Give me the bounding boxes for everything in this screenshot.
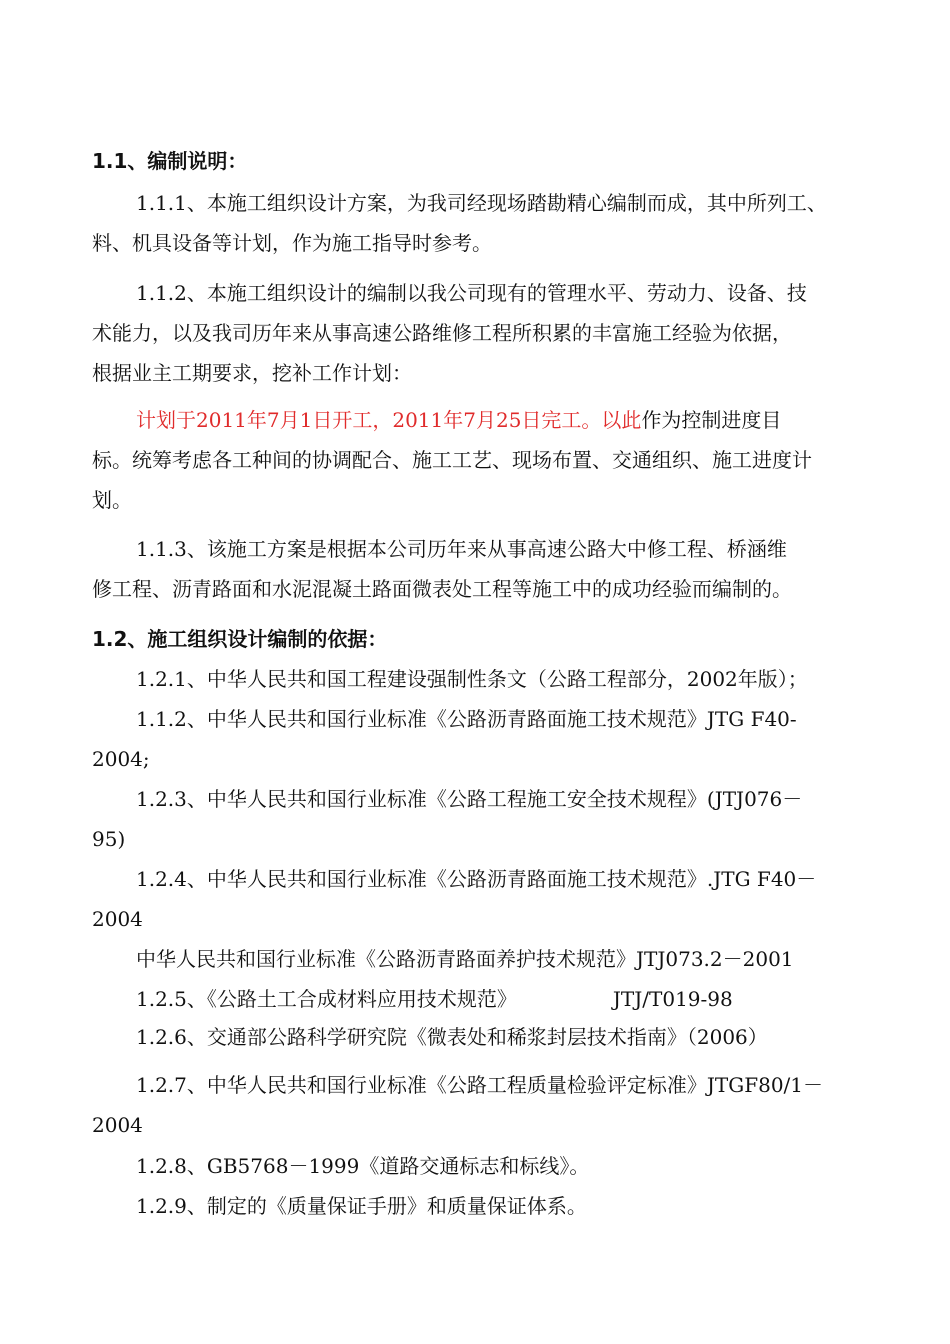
schedule-rest: 作为控制进度目 [641, 408, 782, 432]
basis-item-1: 1.2.1、中华人民共和国工程建设强制性条文（公路工程部分，2002年版）； [136, 667, 808, 691]
schedule-line-2: 标。统筹考虑各工种间的协调配合、施工工艺、现场布置、交通组织、施工进度计 [92, 448, 812, 472]
paragraph-1-1-3-line-2: 修工程、沥青路面和水泥混凝土路面微表处工程等施工中的成功经验而编制的。 [92, 577, 792, 601]
basis-item-4-line-2: 2004 [92, 907, 143, 931]
basis-item-8-line-2: 2004 [92, 1113, 143, 1137]
paragraph-1-1-2-line-3: 根据业主工期要求，挖补工作计划： [92, 361, 412, 385]
paragraph-1-1-1-line-2: 料、机具设备等计划，作为施工指导时参考。 [92, 231, 492, 255]
basis-item-5: 中华人民共和国行业标准《公路沥青路面养护技术规范》JTJ073.2－2001 [136, 947, 794, 971]
basis-item-6-label: 1.2.5、《公路土工合成材料应用技术规范》 [136, 987, 517, 1011]
section-1-heading: 1.1、编制说明： [92, 149, 248, 173]
paragraph-1-1-1-line-1: 1.1.1、本施工组织设计方案，为我司经现场踏勘精心编制而成，其中所列工、 [136, 191, 827, 215]
basis-item-7: 1.2.6、交通部公路科学研究院《微表处和稀浆封层技术指南》（2006） [136, 1025, 768, 1049]
basis-item-10: 1.2.9、制定的《质量保证手册》和质量保证体系。 [136, 1194, 587, 1218]
schedule-line-1 [136, 407, 882, 433]
section-2-heading: 1.2、施工组织设计编制的依据： [92, 627, 388, 651]
basis-item-3-line-1: 1.2.3、中华人民共和国行业标准《公路工程施工安全技术规程》(JTJ076－ [136, 787, 803, 811]
basis-item-6-code: JTJ/T019-98 [612, 987, 733, 1011]
basis-item-2-line-1: 1.1.2、中华人民共和国行业标准《公路沥青路面施工技术规范》JTG F40- [136, 707, 797, 731]
paragraph-1-1-2-line-1: 1.1.2、本施工组织设计的编制以我公司现有的管理水平、劳动力、设备、技 [136, 281, 807, 305]
basis-item-4-line-1: 1.2.4、中华人民共和国行业标准《公路沥青路面施工技术规范》.JTG F40－ [136, 867, 817, 891]
basis-item-2-line-2: 2004; [92, 747, 150, 771]
paragraph-1-1-2-line-2: 术能力，以及我司历年来从事高速公路维修工程所积累的丰富施工经验为依据， [92, 321, 792, 345]
schedule-line-3: 划。 [92, 488, 132, 512]
basis-item-8-line-1: 1.2.7、中华人民共和国行业标准《公路工程质量检验评定标准》JTGF80/1－ [136, 1073, 824, 1097]
paragraph-1-1-3-line-1: 1.1.3、该施工方案是根据本公司历年来从事高速公路大中修工程、桥涵维 [136, 537, 787, 561]
basis-item-6 [136, 986, 882, 1012]
schedule-highlight: 计划于2011年7月1日开工，2011年7月25日完工。以此 [136, 408, 642, 432]
basis-item-3-line-2: 95) [92, 827, 126, 851]
basis-item-9: 1.2.8、GB5768－1999《道路交通标志和标线》。 [136, 1154, 590, 1178]
